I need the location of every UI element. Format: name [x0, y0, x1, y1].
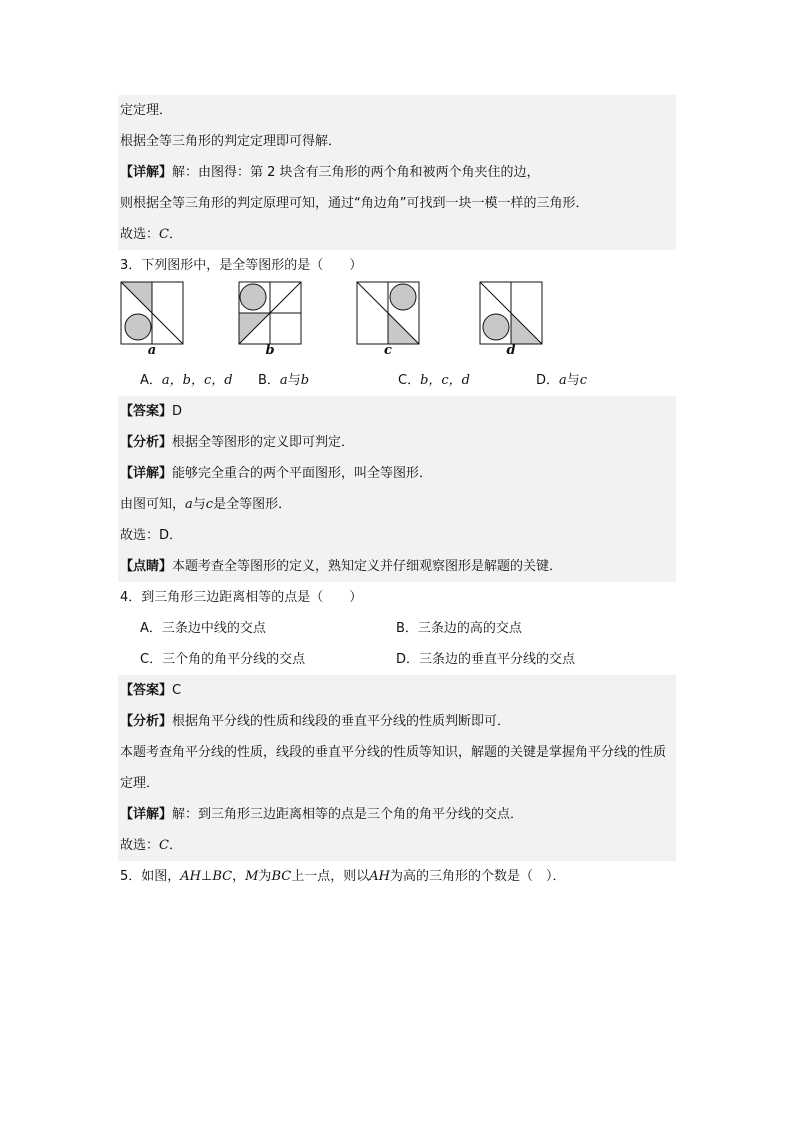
var: a: [185, 497, 193, 512]
figure-d: [479, 281, 543, 365]
choose-suffix: ．: [168, 227, 182, 242]
q4-options-row-1: [118, 613, 676, 644]
text: 上一点，则以: [291, 869, 370, 884]
figure-b-label: b: [265, 343, 275, 358]
q3-comment: [118, 551, 676, 582]
option-vars: b，c，d: [420, 373, 471, 388]
var: AH: [180, 869, 202, 884]
q4-note: 本题考查角平分线的性质，线段的垂直平分线的性质等知识，解题的关键是掌握角平分线的性质定理．: [120, 745, 667, 791]
text: 为: [258, 869, 272, 884]
q4-answer: [118, 675, 676, 706]
q3-detail-2: [118, 489, 676, 520]
text: 与: [192, 497, 206, 512]
q3-option-a: [140, 365, 233, 396]
option-mid: 与: [566, 373, 580, 388]
text: 由图可知，: [120, 497, 186, 512]
q3-detail: [118, 458, 676, 489]
figure-b-drawing: [238, 281, 302, 345]
analysis-text: 根据角平分线的性质和线段的垂直平分线的性质判断即可．: [172, 714, 511, 729]
option-var: a: [559, 373, 567, 388]
q3-options: [118, 365, 676, 396]
analysis-text: 根据全等图形的定义即可判定．: [172, 435, 355, 450]
q2-text-line: 定定理．: [120, 103, 173, 118]
q4-options-row-2: [118, 644, 676, 675]
q4-detail: [118, 799, 676, 830]
document-page: [118, 95, 676, 892]
var: AH: [369, 869, 390, 884]
option-letter: D．: [536, 373, 560, 388]
option-mid: 与: [287, 373, 301, 388]
detail-tag: 【详解】: [120, 165, 173, 180]
figure-c: [356, 281, 420, 365]
q5-stem: [118, 861, 676, 892]
figure-a: [120, 281, 184, 365]
figure-d-label: d: [506, 343, 516, 358]
option-vars: a，b，c，d: [161, 373, 233, 388]
option-var: b: [300, 373, 310, 388]
analysis-tag: 【分析】: [120, 714, 173, 729]
text: ，: [232, 869, 246, 884]
var: BC: [212, 869, 233, 884]
option-letter: B．: [258, 373, 280, 388]
q3-choose: 故选：D．: [120, 528, 183, 543]
figure-c-label: c: [384, 343, 392, 358]
option-letter: A．: [140, 373, 162, 388]
text: 5．如图，: [120, 869, 181, 884]
q4-analysis: [118, 706, 676, 737]
q4-choose: [118, 830, 676, 861]
text: 是全等图形．: [213, 497, 292, 512]
detail-tag: 【详解】: [120, 466, 173, 481]
q3-figures: [118, 281, 676, 365]
q4-option-d: D．三条边的垂直平分线的交点: [396, 652, 576, 667]
q3-solution-block: [118, 396, 676, 582]
detail-text: 解：由图得：第 2 块含有三角形的两个角和被两个角夹住的边，: [172, 165, 540, 180]
q3-answer: [118, 396, 676, 427]
q3-option-d: [536, 365, 587, 396]
choose-suffix: ．: [168, 838, 182, 853]
q3-stem: 3．下列图形中，是全等图形的是（ ）: [120, 258, 363, 273]
figure-c-drawing: [356, 281, 420, 345]
answer-value: D: [172, 404, 183, 419]
var: c: [205, 497, 214, 512]
choose-var: C: [159, 838, 169, 853]
q3-analysis: [118, 427, 676, 458]
q4-stem: 4．到三角形三边距离相等的点是（ ）: [120, 590, 363, 605]
comment-tag: 【点睛】: [120, 559, 173, 574]
figure-a-label: a: [147, 343, 157, 358]
figure-d-drawing: [479, 281, 543, 345]
answer-tag: 【答案】: [120, 404, 173, 419]
option-var: c: [579, 373, 588, 388]
q2-text-line: 则根据全等三角形的判定原理可知，通过“角边角”可找到一块一模一样的三角形．: [120, 196, 589, 211]
q2-choose-line: [118, 219, 676, 250]
var: M: [245, 869, 259, 884]
comment-text: 本题考查全等图形的定义，熟知定义并仔细观察图形是解题的关键．: [172, 559, 563, 574]
answer-tag: 【答案】: [120, 683, 173, 698]
figure-a-drawing: [120, 281, 184, 345]
choose-prefix: 故选：: [120, 227, 160, 242]
figure-b: [238, 281, 302, 365]
detail-text: 解：到三角形三边距离相等的点是三个角的角平分线的交点．: [172, 807, 524, 822]
q2-detail-line: [118, 157, 676, 188]
text: 为高的三角形的个数是（ ）．: [389, 869, 566, 884]
q4-option-a: A．三条边中线的交点: [140, 621, 266, 636]
detail-text: 能够完全重合的两个平面图形，叫全等图形．: [172, 466, 433, 481]
analysis-tag: 【分析】: [120, 435, 173, 450]
option-var: a: [279, 373, 288, 388]
q3-option-b: [258, 365, 309, 396]
q4-option-c: C．三个角的角平分线的交点: [140, 652, 306, 667]
perp-symbol: ⊥: [201, 869, 213, 884]
option-letter: C．: [398, 373, 421, 388]
detail-tag: 【详解】: [120, 807, 173, 822]
var: BC: [271, 869, 292, 884]
choose-var: C: [159, 227, 169, 242]
q2-text-line: 根据全等三角形的判定定理即可得解．: [120, 134, 342, 149]
q3-option-c: [398, 365, 470, 396]
answer-value: C: [172, 683, 182, 698]
q2-solution-block: [118, 95, 676, 250]
q4-option-b: B．三条边的高的交点: [396, 621, 522, 636]
choose-prefix: 故选：: [120, 838, 160, 853]
q4-solution-block: [118, 675, 676, 861]
